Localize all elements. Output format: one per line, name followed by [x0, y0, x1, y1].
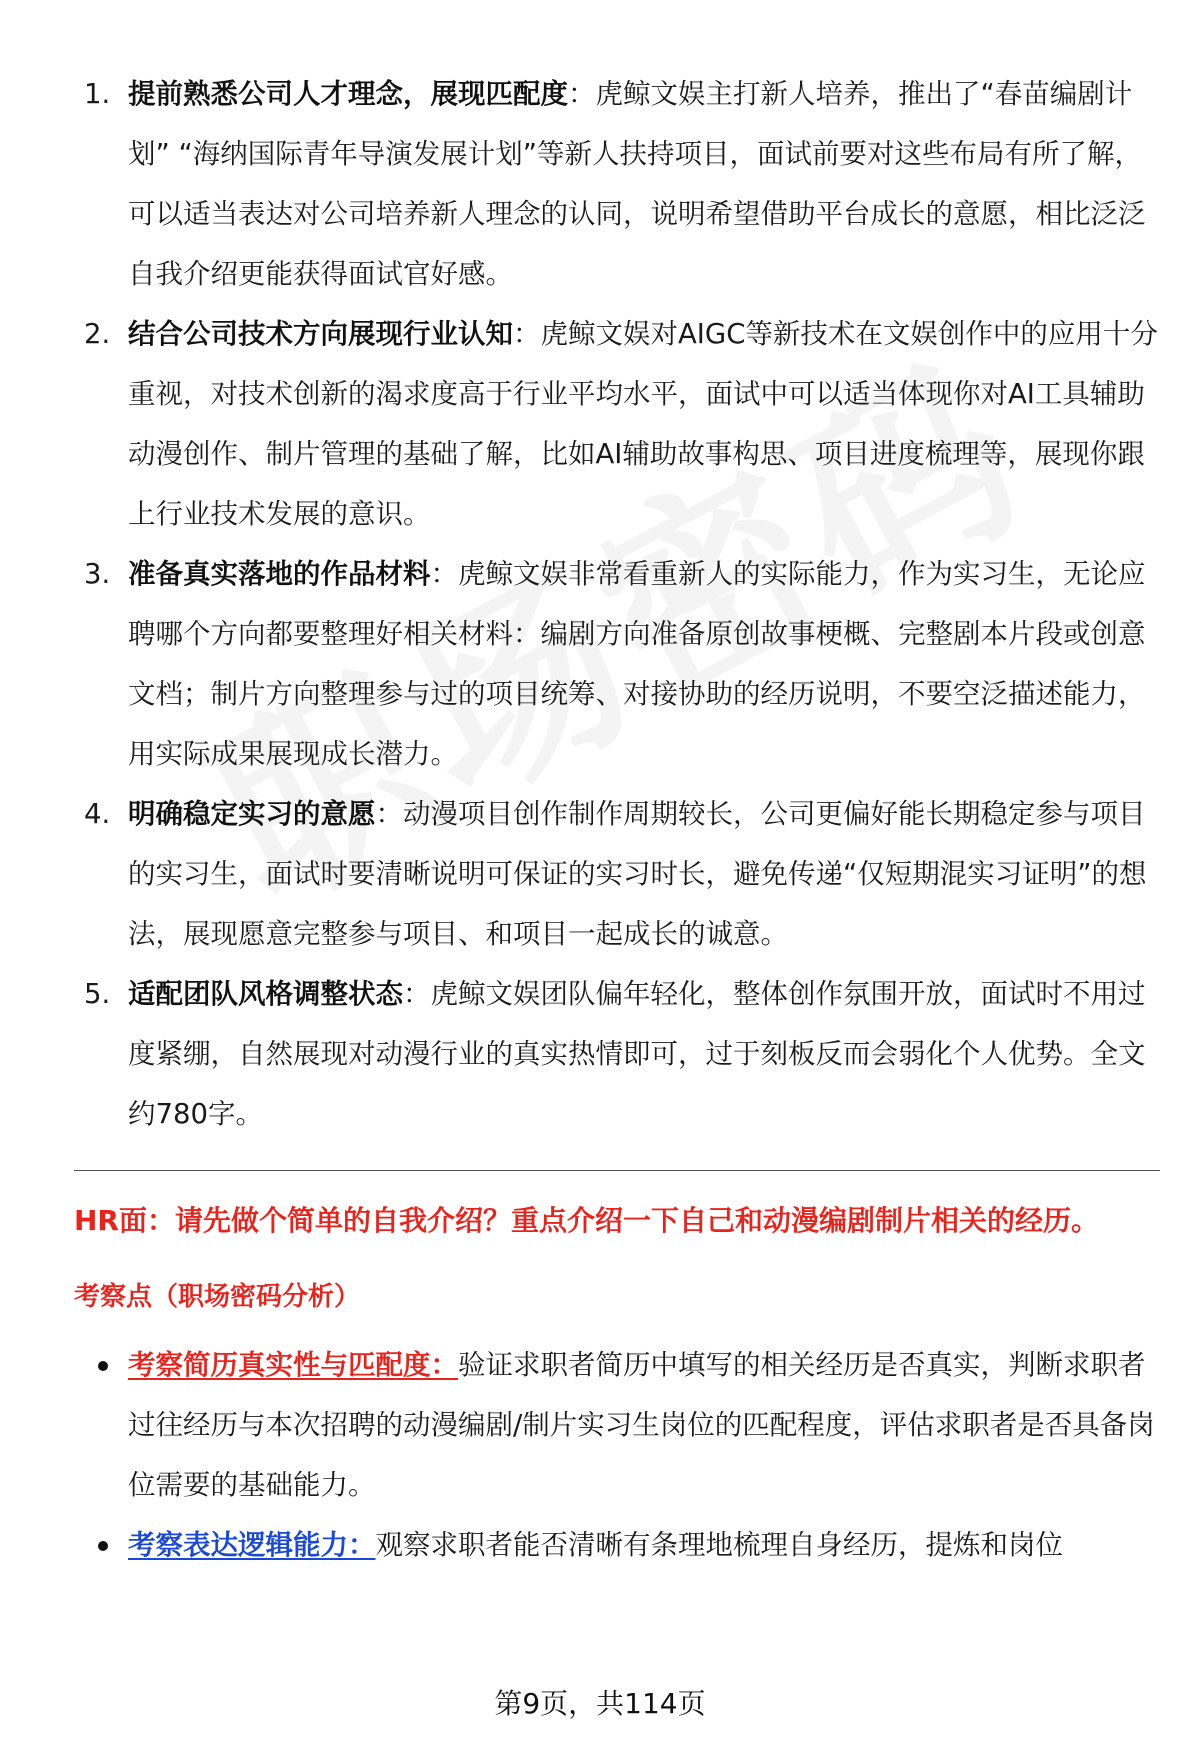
- list-item: [74, 304, 1160, 544]
- item-text: ：动漫项目创作制作周期较长，公司更偏好能长期稳定参与项目的实习生，面试时要清晰说明可保证的实习时长，避免传递“仅短期混实习证明”的想法，展现愿意完整参与项目、和项目一起成长的诚意。: [128, 798, 1147, 950]
- item-title: 准备真实落地的作品材料: [128, 558, 431, 590]
- list-item: [74, 784, 1160, 964]
- item-number: 5.: [84, 978, 111, 1010]
- item-number: 3.: [84, 558, 111, 590]
- list-item: [74, 64, 1160, 304]
- item-title: 明确稳定实习的意愿: [128, 798, 376, 830]
- item-number: 4.: [84, 798, 111, 830]
- item-text: ：虎鲸文娱非常看重新人的实际能力，作为实习生，无论应聘哪个方向都要整理好相关材料：编剧方向准备原创故事梗概、完整剧本片段或创意文档；制片方向整理参与过的项目统筹、对接协助的经历说明，不要空泛描述能力，用实际成果展现成长潜力。: [128, 558, 1146, 770]
- list-item: [74, 1515, 1160, 1575]
- analysis-list: [74, 1335, 1160, 1575]
- item-number: 1.: [84, 78, 111, 110]
- item-title: 适配团队风格调整状态: [128, 978, 403, 1010]
- analysis-text: 观察求职者能否清晰有条理地梳理自身经历，提炼和岗位: [375, 1529, 1063, 1561]
- analysis-text: 验证求职者简历中填写的相关经历是否真实，判断求职者过往经历与本次招聘的动漫编剧/制片实习生岗位的匹配程度，评估求职者是否具备岗位需要的基础能力。: [128, 1349, 1155, 1501]
- item-title: 结合公司技术方向展现行业认知: [128, 318, 513, 350]
- item-text: ：虎鲸文娱对AIGC等新技术在文娱创作中的应用十分重视，对技术创新的渴求度高于行业平均水平，面试中可以适当体现你对AI工具辅助动漫创作、制片管理的基础了解，比如AI辅助故事构思、项目进度梳理等，展现你跟上行业技术发展的意识。: [128, 318, 1158, 530]
- page-footer: 第9页，共114页: [494, 1687, 706, 1720]
- item-text: ：虎鲸文娱主打新人培养，推出了“春苗编剧计划” “海纳国际青年导演发展计划”等新人扶持项目，面试前要对这些布局有所了解，可以适当表达对公司培养新人理念的认同，说明希望借助平台成长的意愿，相比泛泛自我介绍更能获得面试官好感。: [128, 78, 1146, 290]
- page-content: [74, 64, 1160, 1575]
- list-item: [74, 1335, 1160, 1515]
- item-text: ：虎鲸文娱团队偏年轻化，整体创作氛围开放，面试时不用过度紧绷，自然展现对动漫行业的真实热情即可，过于刻板反而会弱化个人优势。全文约780字。: [128, 978, 1146, 1130]
- interview-question: HR面：请先做个简单的自我介绍？重点介绍一下自己和动漫编剧制片相关的经历。: [74, 1204, 1099, 1237]
- bullet-icon: [98, 1541, 108, 1551]
- list-item: [74, 544, 1160, 784]
- tips-list: [74, 64, 1160, 1144]
- analysis-label: 考察简历真实性与匹配度：: [128, 1349, 458, 1381]
- analysis-heading: 考察点（职场密码分析）: [74, 1282, 361, 1312]
- item-title: 提前熟悉公司人才理念，展现匹配度: [128, 78, 568, 110]
- analysis-label: 考察表达逻辑能力：: [128, 1529, 376, 1561]
- bullet-icon: [98, 1361, 108, 1371]
- item-number: 2.: [84, 318, 111, 350]
- list-item: [74, 964, 1160, 1144]
- section-divider: [74, 1170, 1160, 1171]
